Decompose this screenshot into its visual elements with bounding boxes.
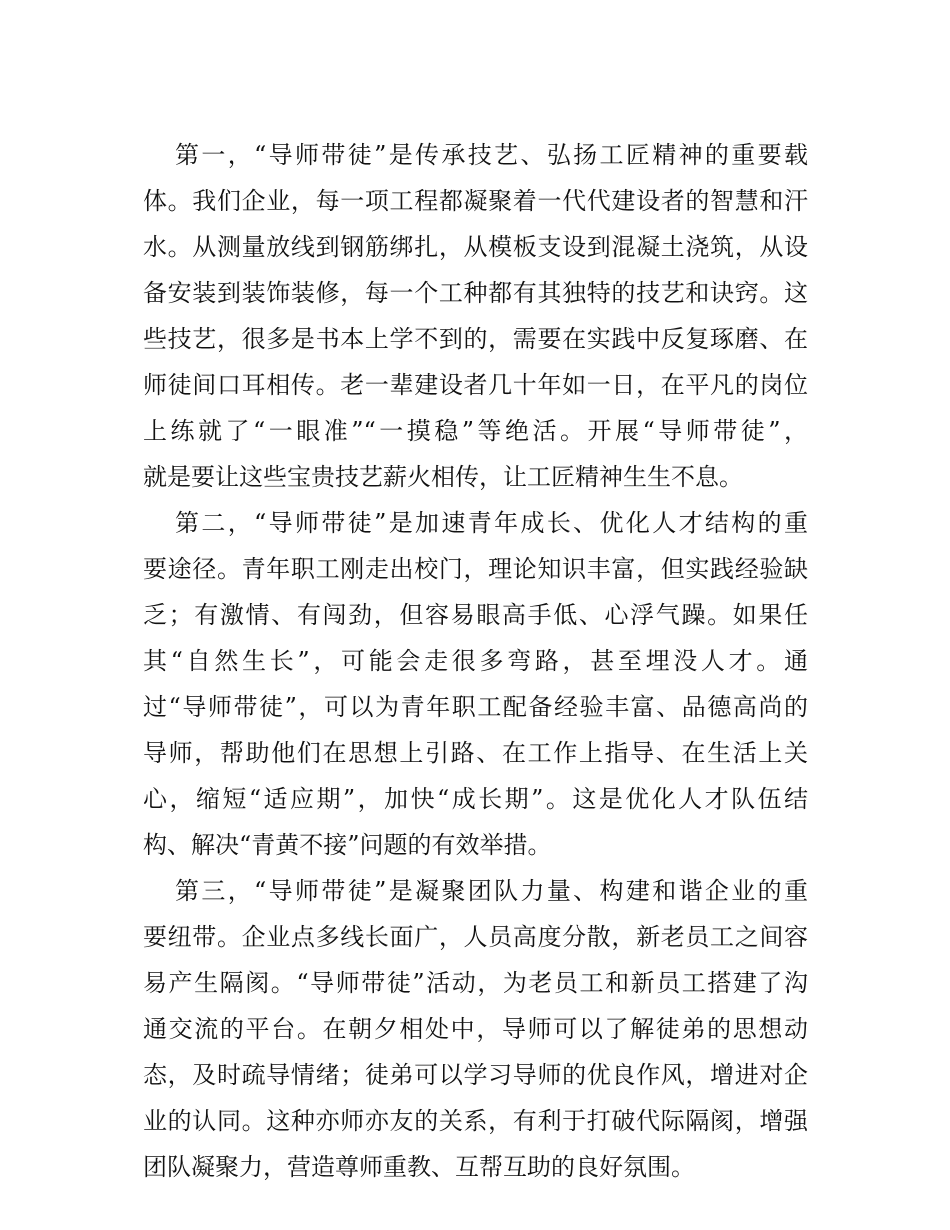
paragraph (143, 868, 808, 1190)
text-line: 其“自然生长”，可能会走很多弯路，甚至埋没人才。通 (143, 647, 808, 675)
text-line: 通交流的平台。在朝夕相处中，导师可以了解徒弟的思想动 (143, 1015, 808, 1043)
text-line: 态，及时疏导情绪；徒弟可以学习导师的优良作风，增进对企 (143, 1061, 808, 1089)
text-line: 体。我们企业，每一项工程都凝聚着一代代建设者的智慧和汗 (143, 187, 808, 215)
document-page (143, 132, 808, 1190)
text-line: 导师，帮助他们在思想上引路、在工作上指导、在生活上关 (143, 739, 808, 767)
text-line: 要纽带。企业点多线长面广，人员高度分散，新老员工之间容 (143, 923, 808, 951)
text-line: 心，缩短“适应期”，加快“成长期”。这是优化人才队伍结 (143, 785, 808, 813)
text-line: 团队凝聚力，营造尊师重教、互帮互助的良好氛围。 (143, 1153, 695, 1181)
text-line: 就是要让这些宝贵技艺薪火相传，让工匠精神生生不息。 (143, 463, 743, 491)
text-line: 要途径。青年职工刚走出校门，理论知识丰富，但实践经验缺 (143, 555, 808, 583)
text-line: 上练就了“一眼准”“一摸稳”等绝活。开展“导师带徒”， (143, 417, 808, 445)
text-line: 备安装到装饰装修，每一个工种都有其独特的技艺和诀窍。这 (143, 279, 808, 307)
text-line: 过“导师带徒”，可以为青年职工配备经验丰富、品德高尚的 (143, 693, 808, 721)
text-line: 水。从测量放线到钢筋绑扎，从模板支设到混凝土浇筑，从设 (143, 233, 808, 261)
text-line: 第一，“导师带徒”是传承技艺、弘扬工匠精神的重要载 (175, 141, 808, 169)
paragraph (143, 132, 808, 500)
text-line: 第二，“导师带徒”是加速青年成长、优化人才结构的重 (175, 509, 808, 537)
text-line: 些技艺，很多是书本上学不到的，需要在实践中反复琢磨、在 (143, 325, 808, 353)
text-line: 师徒间口耳相传。老一辈建设者几十年如一日，在平凡的岗位 (143, 371, 808, 399)
text-line: 易产生隔阂。“导师带徒”活动，为老员工和新员工搭建了沟 (143, 969, 808, 997)
text-line: 第三，“导师带徒”是凝聚团队力量、构建和谐企业的重 (175, 877, 808, 905)
paragraph (143, 500, 808, 868)
text-line: 构、解决“青黄不接”问题的有效举措。 (143, 831, 552, 859)
text-line: 业的认同。这种亦师亦友的关系，有利于打破代际隔阂，增强 (143, 1107, 808, 1135)
text-line: 乏；有激情、有闯劲，但容易眼高手低、心浮气躁。如果任 (143, 601, 808, 629)
